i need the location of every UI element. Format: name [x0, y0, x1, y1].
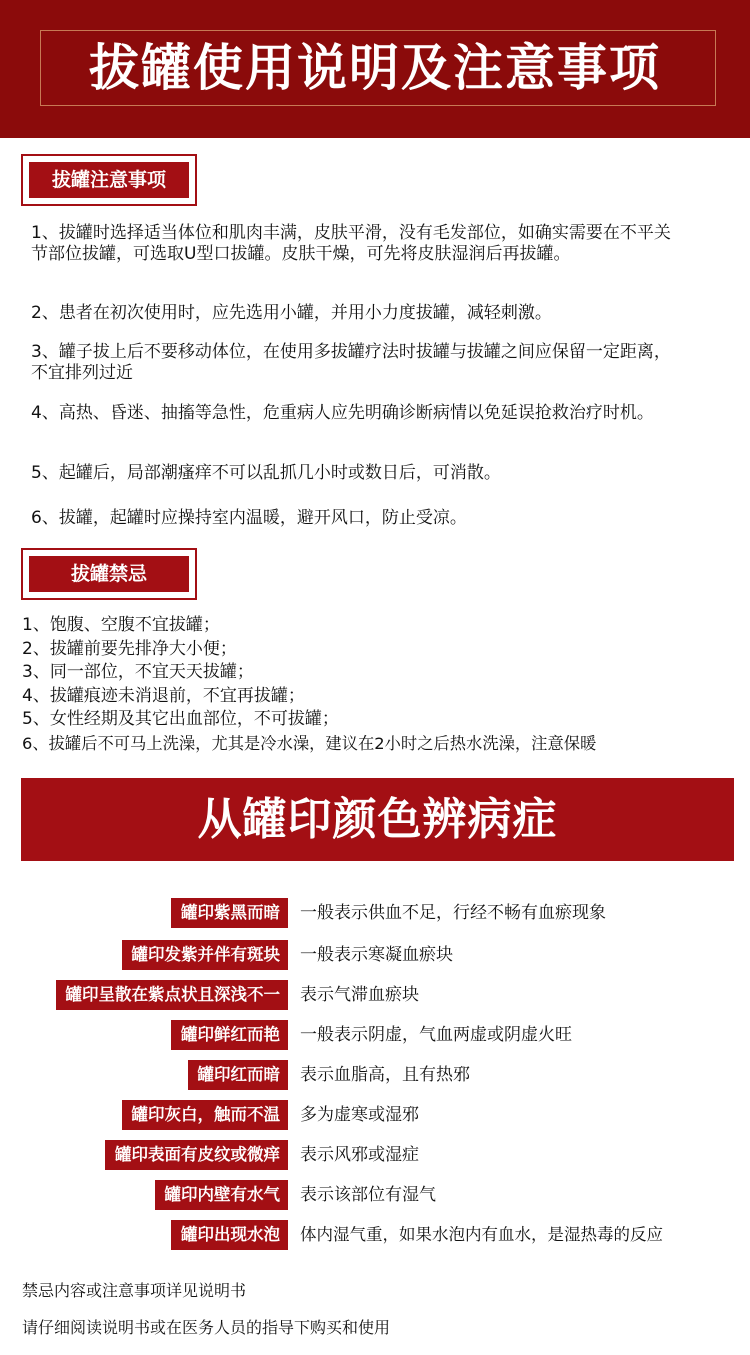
- cup-mark-desc: 体内湿气重，如果水泡内有血水，是湿热毒的反应: [300, 1225, 663, 1244]
- cup-mark-row: [0, 1140, 750, 1170]
- page-title: 拔罐使用说明及注意事项: [89, 39, 661, 97]
- cup-mark-desc: 一般表示供血不足，行经不畅有血瘀现象: [300, 903, 606, 923]
- cup-mark-label: 罐印鲜红而艳: [171, 1020, 288, 1050]
- cup-mark-label: 罐印红而暗: [188, 1060, 289, 1090]
- note-item: 5、起罐后，局部潮瘙痒不可以乱抓几小时或数日后，可消散。: [31, 463, 501, 483]
- cup-mark-label: 罐印表面有皮纹或微痒: [105, 1140, 288, 1170]
- cup-mark-banner: 从罐印颜色辨病症: [21, 778, 734, 861]
- cup-mark-row: [0, 1020, 750, 1050]
- cup-mark-row: [0, 898, 750, 928]
- note-item: 2、患者在初次使用时，应先选用小罐，并用小力度拔罐，减轻刺激。: [31, 303, 552, 323]
- footer-note: 请仔细阅读说明书或在医务人员的指导下购买和使用: [22, 1318, 391, 1337]
- note-item: 4、高热、昏迷、抽搐等急性，危重病人应先明确诊断病情以免延误抢救治疗时机。: [31, 403, 654, 423]
- cup-mark-row: [0, 980, 750, 1010]
- cup-mark-desc: 表示风邪或湿症: [300, 1145, 419, 1165]
- taboo-item: 2、拔罐前要先排净大小便；: [22, 638, 237, 659]
- cup-mark-row: [0, 1100, 750, 1130]
- taboo-item: 5、女性经期及其它出血部位，不可拔罐；: [22, 709, 339, 729]
- cup-mark-desc: 表示血脂高，且有热邪: [300, 1065, 470, 1085]
- cup-mark-desc: 表示该部位有湿气: [300, 1185, 436, 1205]
- cup-mark-desc: 表示气滞血瘀块: [300, 985, 419, 1005]
- cup-mark-row: [0, 1180, 750, 1210]
- cup-mark-label: 罐印发紫并伴有斑块: [122, 940, 289, 970]
- cup-mark-row: [0, 1220, 750, 1250]
- cup-mark-label: 罐印内壁有水气: [155, 1180, 289, 1210]
- cup-mark-label: 罐印灰白，触而不温: [122, 1100, 289, 1130]
- note-item: 3、罐子拔上后不要移动体位，在使用多拔罐疗法时拔罐与拔罐之间应保留一定距离，不宜排列过近: [31, 342, 671, 383]
- cup-mark-label: 罐印出现水泡: [171, 1220, 288, 1250]
- taboo-section-tag: 拔罐禁忌: [26, 553, 192, 595]
- cup-mark-desc: 一般表示寒凝血瘀块: [300, 945, 453, 965]
- header-bar: [0, 0, 750, 138]
- cup-mark-label: 罐印紫黑而暗: [171, 898, 288, 928]
- taboo-item: 3、同一部位，不宜天天拔罐；: [22, 662, 254, 682]
- cup-mark-row: [0, 940, 750, 970]
- cup-mark-label: 罐印呈散在紫点状且深浅不一: [56, 980, 289, 1010]
- cup-mark-row: [0, 1060, 750, 1090]
- taboo-item: 4、拔罐痕迹未消退前，不宜再拔罐；: [22, 685, 305, 706]
- cup-mark-desc: 一般表示阴虚，气血两虚或阴虚火旺: [300, 1025, 572, 1045]
- footer-note: 禁忌内容或注意事项详见说明书: [22, 1281, 247, 1300]
- taboo-item: 1、饱腹、空腹不宜拔罐；: [22, 615, 220, 635]
- taboo-list: [22, 614, 742, 755]
- note-item: 1、拔罐时选择适当体位和肌肉丰满，皮肤平滑，没有毛发部位，如确实需要在不平关节部位拔罐，可选取U型口拔罐。皮肤干燥，可先将皮肤湿润后再拔罐。: [31, 223, 671, 264]
- taboo-item: 6、拔罐后不可马上洗澡，尤其是冷水澡，建议在2小时之后热水洗澡，注意保暖: [22, 733, 597, 753]
- note-item: 6、拔罐，起罐时应操持室内温暖，避开风口，防止受凉。: [31, 508, 467, 528]
- notes-section-tag: 拔罐注意事项: [26, 159, 192, 201]
- cup-mark-desc: 多为虚寒或湿邪: [300, 1105, 419, 1125]
